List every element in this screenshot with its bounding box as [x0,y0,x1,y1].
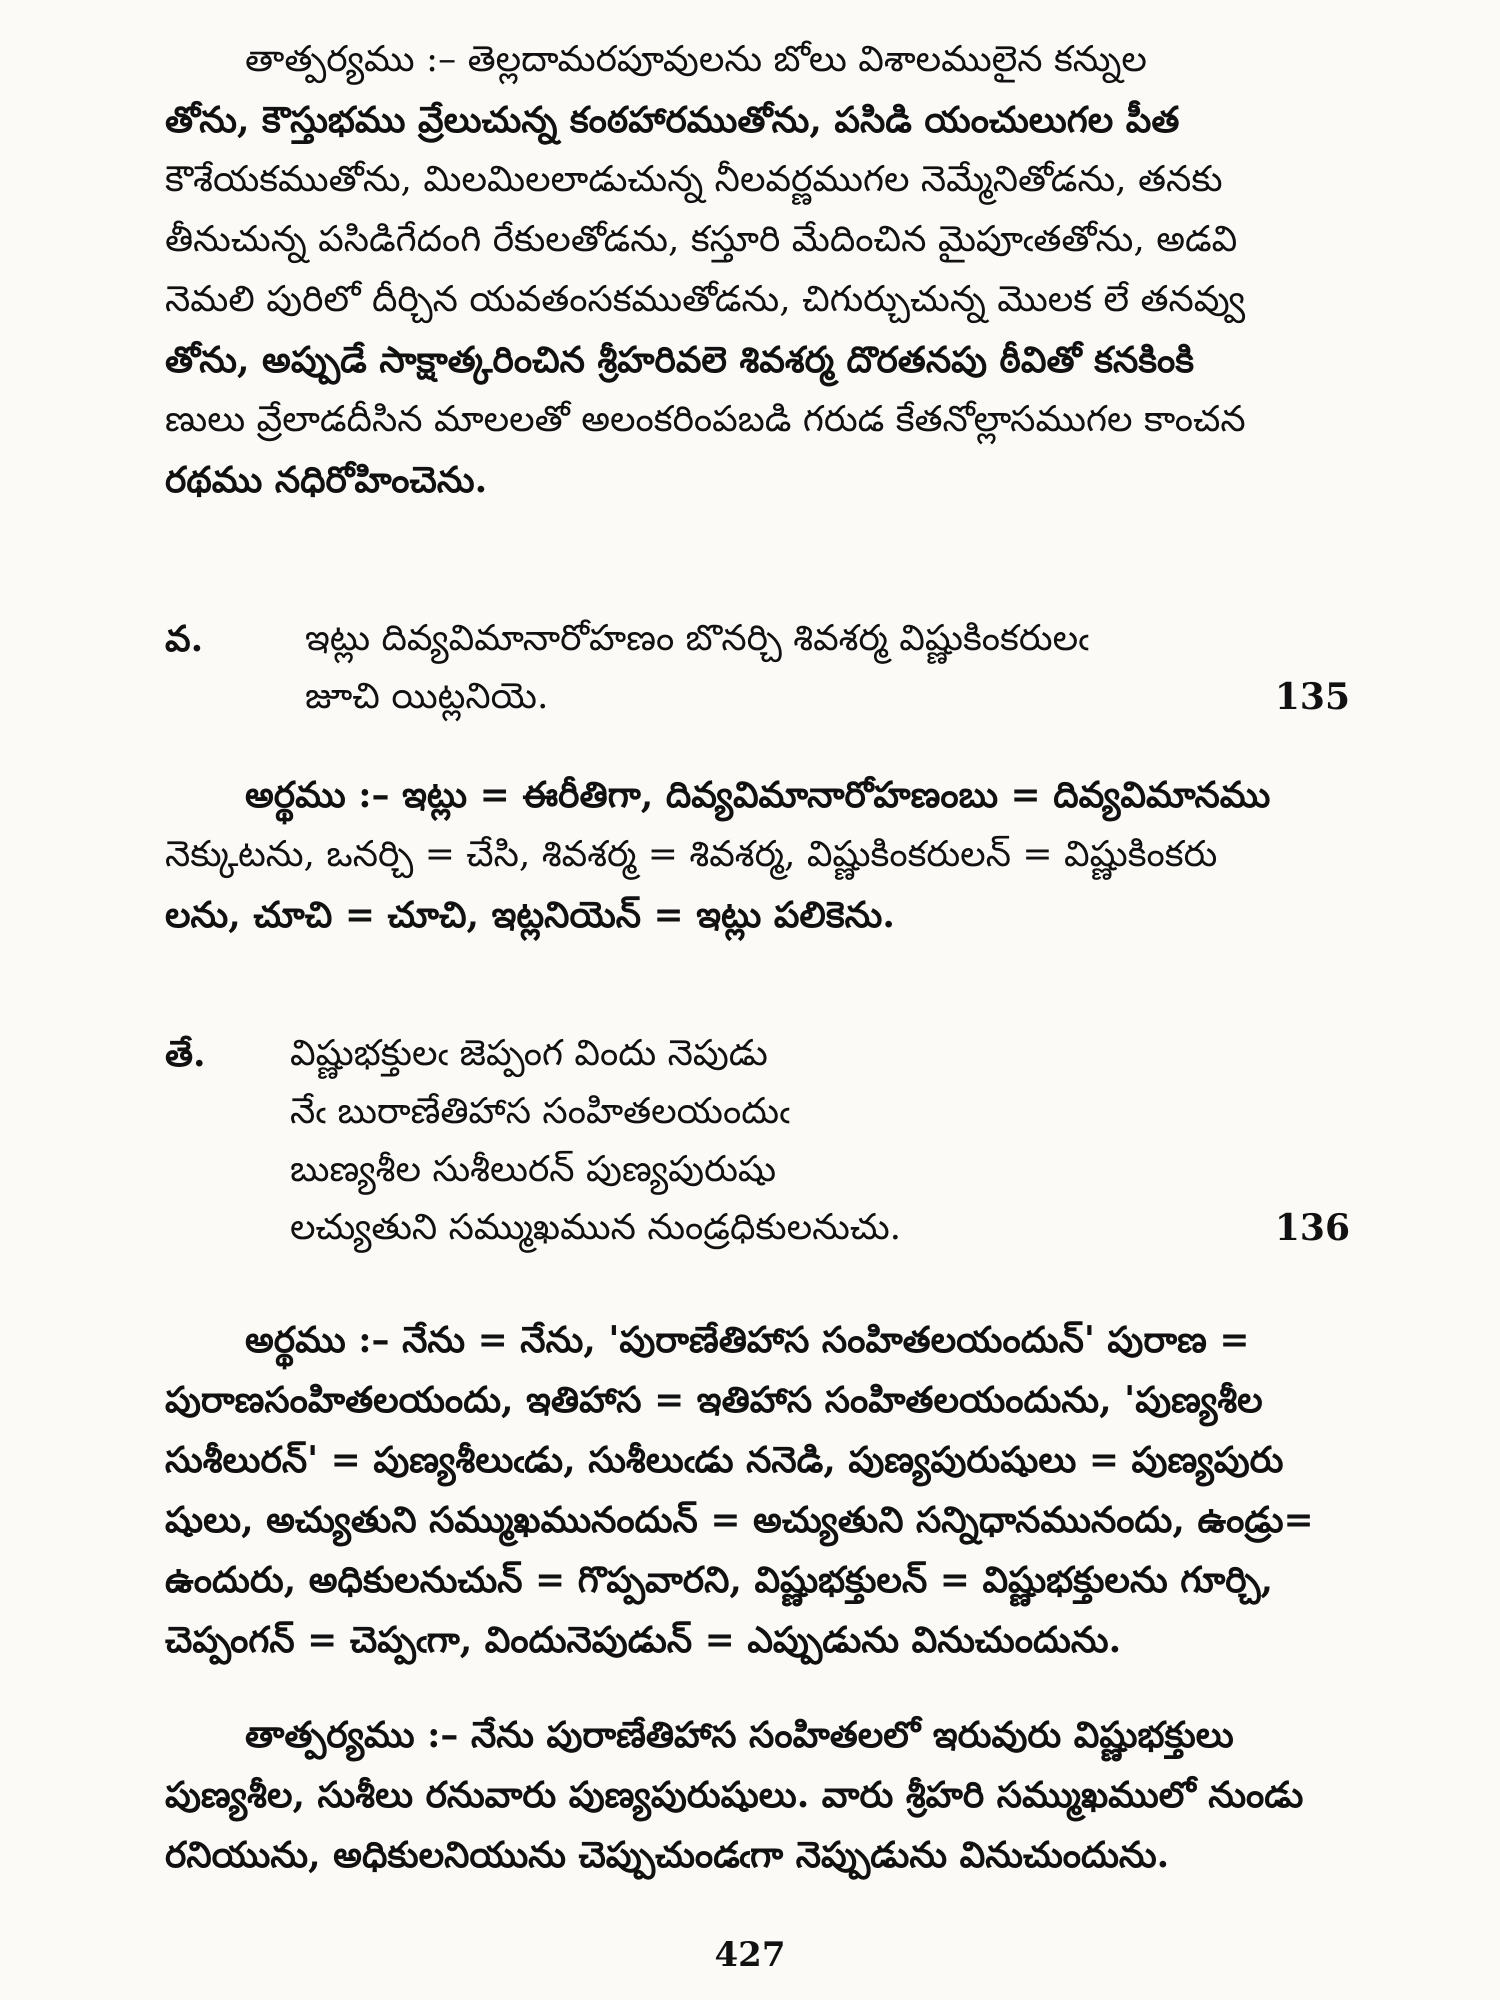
text-line: లను, చూచి = చూచి, ఇట్లనియెన్ = ఇట్లు పలికెను. [165,894,895,936]
text-line: తోను, అప్పుడే సాక్షాత్కరించిన శ్రీహరివలె శివశర్మ దొరతనపు ఠీవితో కనకింకి [165,339,1195,381]
text-line: పుణ్యశీల, సుశీలు రనువారు పుణ్యపురుషులు. వారు శ్రీహరి సమ్ముఖములో నుండు [165,1774,1304,1816]
verse-line: ఇట్లు దివ్యవిమానారోహణం బొనర్చి శివశర్మ విష్ణుకింకరులఁ [305,618,1089,659]
paragraph-tatparyamu-1 [165,30,1350,510]
section-label: తాత్పర్యము :– [245,1714,459,1756]
text-line: సుశీలురన్' = పుణ్యశీలుఁడు, సుశీలుఁడు ననెడి, పుణ్యపురుషులు = పుణ్యపురు [165,1439,1284,1481]
verse-line: జూచి యిట్లనియె. 135 [305,668,1350,726]
text-line: ణులు వ్రేలాడదీసిన మాలలతో అలంకరింపబడి గరుడ కేతనోల్లాసముగల కాంచన [165,399,1246,440]
text-line: చెప్పంగన్ = చెప్పఁగా, విందునెపుడున్ = ఎప్పుడును వినుచుందును. [165,1619,1122,1661]
text-line: షులు, అచ్యుతుని సమ్ముఖమునందున్ = అచ్యుతుని సన్నిధానమునందు, ఉండ్రు= [165,1499,1314,1541]
text-line: కౌశేయకముతోను, మిలమిలలాడుచున్న నీలవర్ణముగల నెమ్మేనితోడను, తనకు [165,159,1223,200]
verse-136 [165,1025,1350,1265]
text-line: తోను, కౌస్తుభము వ్రేలుచున్న కంఠహారముతోను, పసిడి యంచులుగల పీత [165,99,1180,141]
verse-135 [165,610,1350,730]
paragraph-arthamu-1 [165,765,1350,945]
text-line: నెమలి పురిలో దీర్చిన యవతంసకముతోడను, చిగుర్చుచున్న మొలక లే తనవ్వు [165,279,1246,320]
text-line: తీనుచున్న పసిడిగేదంగి రేకులతోడను, కస్తూరి మేదించిన మైపూఁతతోను, అడవి [165,219,1238,260]
verse-line: నేఁ బురాణేతిహాస సంహితలయందుఁ [290,1091,790,1132]
paragraph-tatparyamu-2 [165,1705,1350,1885]
text-line: పురాణసంహితలయందు, ఇతిహాస = ఇతిహాస సంహితలయందును, 'పుణ్యశీల [165,1379,1263,1421]
paragraph-arthamu-2 [165,1310,1350,1670]
verse-type-mark: వ. [165,618,204,660]
verse-number: 136 [1274,1207,1350,1249]
text-line: తాత్పర్యము :– నేను పురాణేతిహాస సంహితలలో ఇరువురు విష్ణుభక్తులు [245,1714,1234,1756]
section-label: అర్థము :– [245,774,390,816]
page-number: 427 [714,1935,786,1975]
text-line: అర్థము :– ఇట్లు = ఈరీతిగా, దివ్యవిమానారోహణంబు = దివ్యవిమానము [245,774,1271,816]
text-line: రథము నధిరోహించెను. [165,459,488,501]
text-line: నెక్కుటను, ఒనర్చి = చేసి, శివశర్మ = శివశర్మ, విష్ణుకింకరులన్ = విష్ణుకింకరు [165,834,1218,875]
text-line: తాత్పర్యము :– తెల్లదామరపూవులను బోలు విశాలములైన కన్నుల [245,39,1147,80]
text-line: ఉందురు, అధికులనుచున్ = గొప్పవారని, విష్ణుభక్తులన్ = విష్ణుభక్తులను గూర్చి, [165,1559,1274,1601]
text-line: రనియును, అధికులనియును చెప్పుచుండఁగా నెప్పుడును వినుచుందును. [165,1834,1170,1876]
verse-line: బుణ్యశీల సుశీలురన్ పుణ్యపురుషు [290,1149,777,1190]
verse-line: విష్ణుభక్తులఁ జెప్పంగ విందు నెపుడు [290,1033,768,1074]
verse-line: లచ్యుతుని సమ్ముఖమున నుండ్రధికులనుచు. 136 [290,1199,1350,1257]
verse-type-mark: తే. [165,1033,206,1075]
verse-number: 135 [1274,676,1350,718]
text-line: అర్థము :– నేను = నేను, 'పురాణేతిహాస సంహితలయందున్' పురాణ = [245,1319,1250,1361]
section-label: అర్థము :– [245,1319,390,1361]
section-label: తాత్పర్యము :– [245,39,457,80]
